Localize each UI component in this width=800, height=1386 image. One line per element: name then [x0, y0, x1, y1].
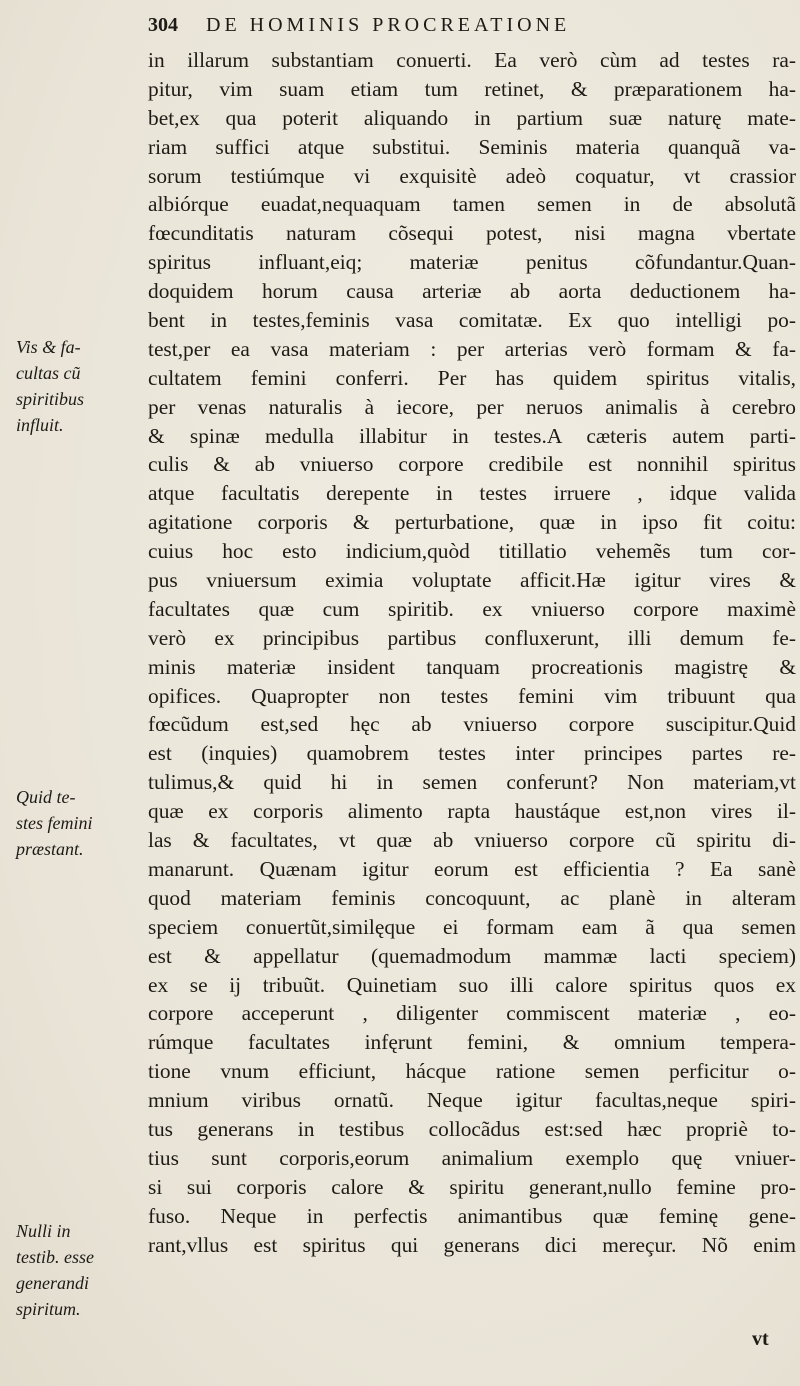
text-line: quod materiam feminis concoquunt, ac planè in alteram — [148, 885, 796, 910]
margin-note-line: Vis & fa- — [16, 337, 81, 357]
text-line: ex se ij tribuũt. Quinetiam suo illi calore spiritus quos ex — [148, 972, 796, 997]
margin-note-line: influit. — [16, 415, 64, 435]
body-text — [148, 46, 796, 1259]
text-line: per venas naturalis à iecore, per neruos animalis à cerebro — [148, 394, 796, 419]
text-line: albiórque euadat,nequaquam tamen semen in de absolutã — [148, 192, 796, 217]
text-line: minis materiæ insident tanquam procreationis magistrę & — [148, 654, 796, 679]
text-line: bent in testes,feminis vasa comitatæ. Ex quo intelligi po- — [148, 308, 796, 333]
text-line: verò ex principibus partibus confluxerunt, illi demum fe- — [148, 625, 796, 650]
text-line: corpore acceperunt , diligenter commiscent materiæ , eo- — [148, 1001, 796, 1026]
text-line: sorum testiúmque vi exquisitè adeò coquatur, vt crassior — [148, 163, 796, 188]
margin-note-nulli-in-testib — [16, 1218, 146, 1322]
text-line: speciem conuertũt,similęque ei formam eam ã qua semen — [148, 914, 796, 939]
text-line: rant,vllus est spiritus qui generans dici mereçur. Nõ enim — [148, 1232, 796, 1257]
text-line: culis & ab vniuerso corpore credibile est nonnihil spiritus — [148, 452, 796, 477]
catchword: vt — [752, 1328, 769, 1350]
text-line: doquidem horum causa arteriæ ab aorta deductionem ha- — [148, 279, 796, 304]
text-line: si sui corporis calore & spiritu generant,nullo femine pro- — [148, 1174, 796, 1199]
margin-note-vis-facultas — [16, 334, 146, 438]
text-line: fuso. Neque in perfectis animantibus quæ feminę gene- — [148, 1203, 796, 1228]
text-line: quæ ex corporis alimento rapta haustáque est,non vires il- — [148, 799, 796, 824]
text-line: test,per ea vasa materiam : per arterias verò formam & fa- — [148, 336, 796, 361]
text-line: atque facultatis derepente in testes irruere , idque valida — [148, 481, 796, 506]
text-line: est (inquies) quamobrem testes inter principes partes re- — [148, 741, 796, 766]
text-line: las & facultates, vt quæ ab vniuerso corpore cũ spiritu di- — [148, 828, 796, 853]
text-line: agitatione corporis & perturbatione, quæ in ipso fit coitu: — [148, 510, 796, 535]
text-line: est & appellatur (quemadmodum mammæ lacti speciem) — [148, 943, 796, 968]
margin-note-line: Quid te- — [16, 787, 76, 807]
text-line: tione vnum efficiunt, hácque ratione semen perficitur o- — [148, 1059, 796, 1084]
page-number: 304 — [148, 14, 178, 36]
text-line: cultatem femini conferri. Per has quidem spiritus vitalis, — [148, 365, 796, 390]
text-line: in illarum substantiam conuerti. Ea verò cùm ad testes ra- — [148, 48, 796, 72]
text-line: fœcunditatis naturam cõsequi potest, nisi magna vbertate — [148, 221, 796, 246]
text-line: tus generans in testibus collocãdus est:sed hæc propriè to- — [148, 1116, 796, 1141]
margin-note-quid-testes — [16, 784, 146, 862]
margin-note-line: præstant. — [16, 839, 84, 859]
margin-note-line: spiritibus — [16, 389, 85, 409]
text-line: cuius hoc esto indicium,quòd titillatio vehemẽs tum cor- — [148, 539, 796, 564]
margin-note-line: cultas cũ — [16, 363, 81, 383]
text-line: & spinæ medulla illabitur in testes.A cæteris autem parti- — [148, 423, 796, 448]
text-line: fœcũdum est,sed hęc ab vniuerso corpore suscipitur.Quid — [148, 712, 796, 737]
text-line: tius sunt corporis,eorum animalium exemplo quę vniuer- — [148, 1145, 796, 1170]
text-line: mnium viribus ornatũ. Neque igitur facultas,neque spiri- — [148, 1088, 796, 1113]
text-line: tulimus,& quid hi in semen conferunt? Non materiam,vt — [148, 770, 796, 795]
margin-note-line: stes femini — [16, 813, 93, 833]
page-header — [148, 14, 788, 44]
text-line: rúmque facultates infęrunt femini, & omnium tempera- — [148, 1030, 796, 1055]
text-line: riam suffici atque substitui. Seminis materia quanquã va- — [148, 134, 796, 159]
text-line: facultates quæ cum spiritib. ex vniuerso corpore maximè — [148, 596, 796, 621]
text-line: spiritus influant,eiq; materiæ penitus cõfundantur.Quan- — [148, 250, 796, 275]
text-line: bet,ex qua poterit aliquando in partium suæ naturę mate- — [148, 105, 796, 130]
margin-note-line: generandi — [16, 1273, 89, 1293]
text-line: manarunt. Quænam igitur eorum est efficientia ? Ea sanè — [148, 856, 796, 881]
text-line: pus vniuersum eximia voluptate afficit.Hæ igitur vires & — [148, 568, 796, 593]
margin-note-line: testib. esse — [16, 1247, 94, 1267]
margin-note-line: spiritum. — [16, 1299, 81, 1319]
text-line: opifices. Quapropter non testes femini vim tribuunt qua — [148, 683, 796, 708]
running-title: DE HOMINIS PROCREATIONE — [206, 14, 571, 36]
margin-note-line: Nulli in — [16, 1221, 71, 1241]
text-line: pitur, vim suam etiam tum retinet, & præparationem ha- — [148, 76, 796, 101]
